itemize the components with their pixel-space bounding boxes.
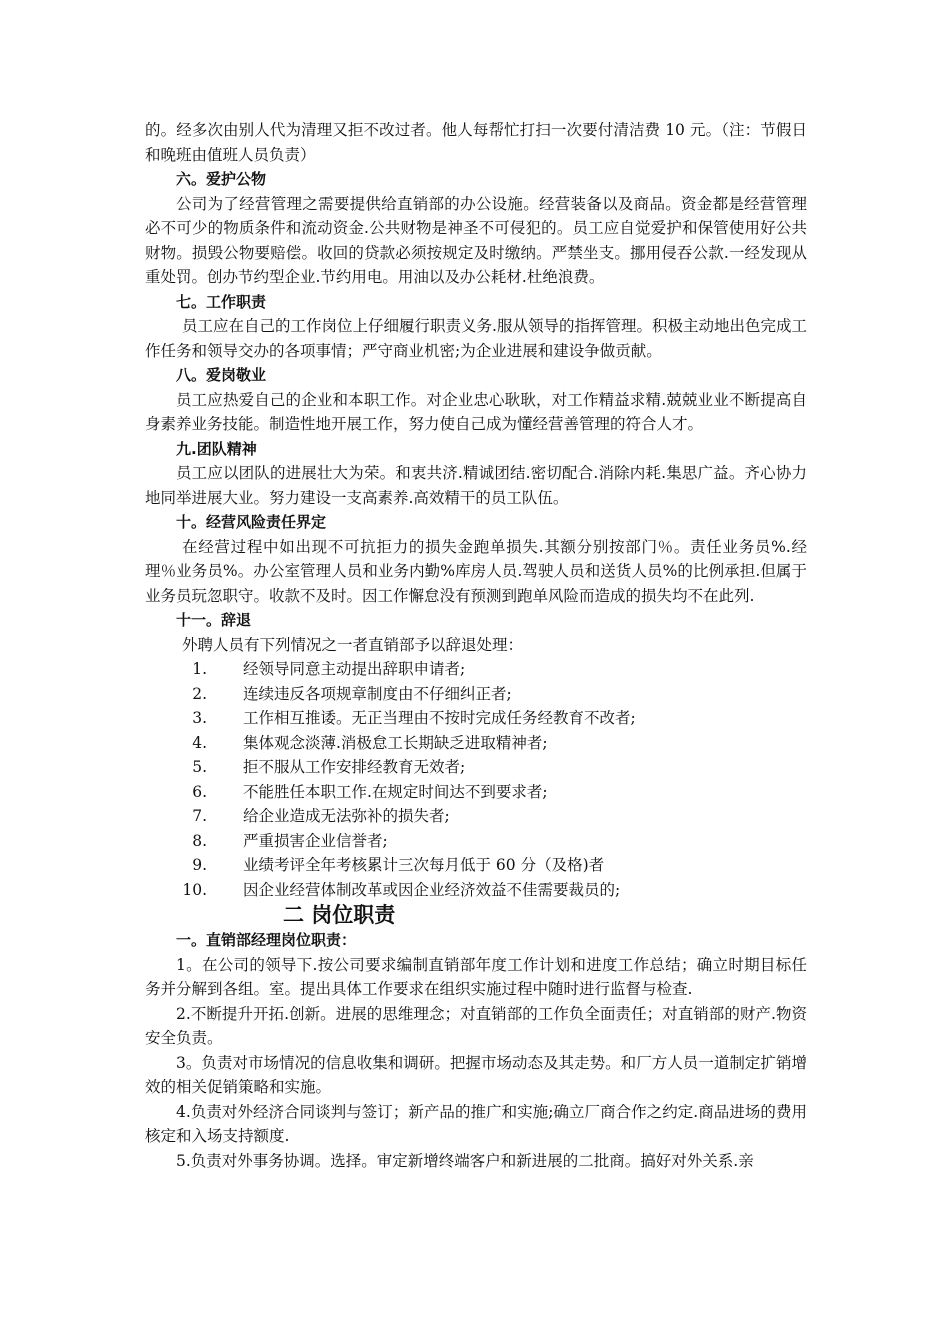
heading-manager-duties: 一。直销部经理岗位职责： [176,931,357,949]
document-page [145,118,807,1173]
duty-item: 3。负责对市场情况的信息收集和调研。把握市场动态及其走势。和厂方人员一道制定扩销增效的相关促销策略和实施。 [145,1053,807,1096]
list-item: 5. 拒不服从工作安排经教育无效者; [192,758,466,776]
section-title-job-responsibilities: 二 岗位职责 [283,903,396,927]
list-item: 7. 给企业造成无法弥补的损失者; [192,807,450,825]
list-item: 10. 因企业经营体制改革或因企业经济效益不佳需要裁员的; [182,880,621,899]
paragraph-team-spirit: 员工应以团队的进展壮大为荣。和衷共济.精诚团结.密切配合.消除内耗.集思广益。齐心协力地同举进展大业。努力建设一支高素养.高效精干的员工队伍。 [145,464,807,507]
heading-dedication: 八。爱岗敬业 [176,366,267,384]
paragraph-cleaning-rule: 的。经多次由别人代为清理又拒不改过者。他人每帮忙打扫一次要付清洁费 10 元。（注：节假日和晚班由值班人员负责） [145,121,807,164]
list-item: 8. 严重损害企业信誉者; [192,831,388,850]
list-item: 3. 工作相互推诿。无正当理由不按时完成任务经教育不改者; [192,709,636,727]
duty-item: 4.负责对外经济合同谈判与签订；新产品的推广和实施;确立厂商合作之约定.商品进场的费用核定和入场支持额度. [145,1102,807,1145]
heading-team-spirit: 九.团队精神 [176,439,257,458]
heading-protect-property: 六。爱护公物 [176,170,267,188]
duty-item: 1。在公司的领导下.按公司要求编制直销部年度工作计划和进度工作总结；确立时期目标任务并分解到各组。室。提出具体工作要求在组织实施过程中随时进行监督与检查. [145,955,807,998]
list-item: 4. 集体观念淡薄.消极怠工长期缺乏进取精神者; [192,733,548,752]
dismissal-list [145,657,807,902]
paragraph-dismissal-intro: 外聘人员有下列情况之一者直销部予以辞退处理： [182,635,524,654]
paragraph-protect-property: 公司为了经营管理之需要提供给直销部的办公设施。经营装备以及商品。资金都是经营管理必不可少的物质条件和流动资金.公共财物是神圣不可侵犯的。员工应自觉爱护和保管使用好公共财物。损毁公物要赔偿。收回的贷款必须按规定及时缴纳。严禁坐支。挪用侵吞公款.一经发现从重处罚。创办节约型企业.节约用电。用油以及办公耗材.杜绝浪费。 [145,194,807,286]
duty-item: 2.不断提升开拓.创新。进展的思维理念；对直销部的工作负全面责任；对直销部的财产.物资安全负责。 [145,1004,807,1047]
heading-risk-liability: 十。经营风险责任界定 [176,513,327,531]
duty-item: 5.负责对外事务协调。选择。审定新增终端客户和新进展的二批商。搞好对外关系.亲 [176,1151,754,1170]
paragraph-risk-liability: 在经营过程中如出现不可抗拒力的损失金跑单损失.其额分别按部门％。责任业务员%.经理％业务员%。办公室管理人员和业务内勤%库房人员.驾驶人员和送货人员%的比例承担.但属于业务员玩忽职守。收款不及时。因工作懈怠没有预测到跑单风险而造成的损失均不在此列. [145,537,807,605]
list-item: 6. 不能胜任本职工作.在规定时间达不到要求者; [192,782,548,801]
list-item: 2. 连续违反各项规章制度由不仔细纠正者; [192,684,512,703]
list-item: 1. 经领导同意主动提出辞职申请者; [192,660,466,678]
paragraph-dedication: 员工应热爱自己的企业和本职工作。对企业忠心耿耿，对工作精益求精.兢兢业业不断提高自身素养业务技能。制造性地开展工作，努力使自己成为懂经营善管理的符合人才。 [145,390,807,433]
heading-dismissal: 十一。辞退 [176,611,252,629]
list-item: 9. 业绩考评全年考核累计三次每月低于 60 分（及格)者 [192,856,605,874]
paragraph-job-duties: 员工应在自己的工作岗位上仔细履行职责义务.服从领导的指挥管理。积极主动地出色完成工作任务和领导交办的各项事情；严守商业机密;为企业进展和建设争做贡献。 [145,317,807,360]
heading-job-duties: 七。工作职责 [176,292,267,311]
